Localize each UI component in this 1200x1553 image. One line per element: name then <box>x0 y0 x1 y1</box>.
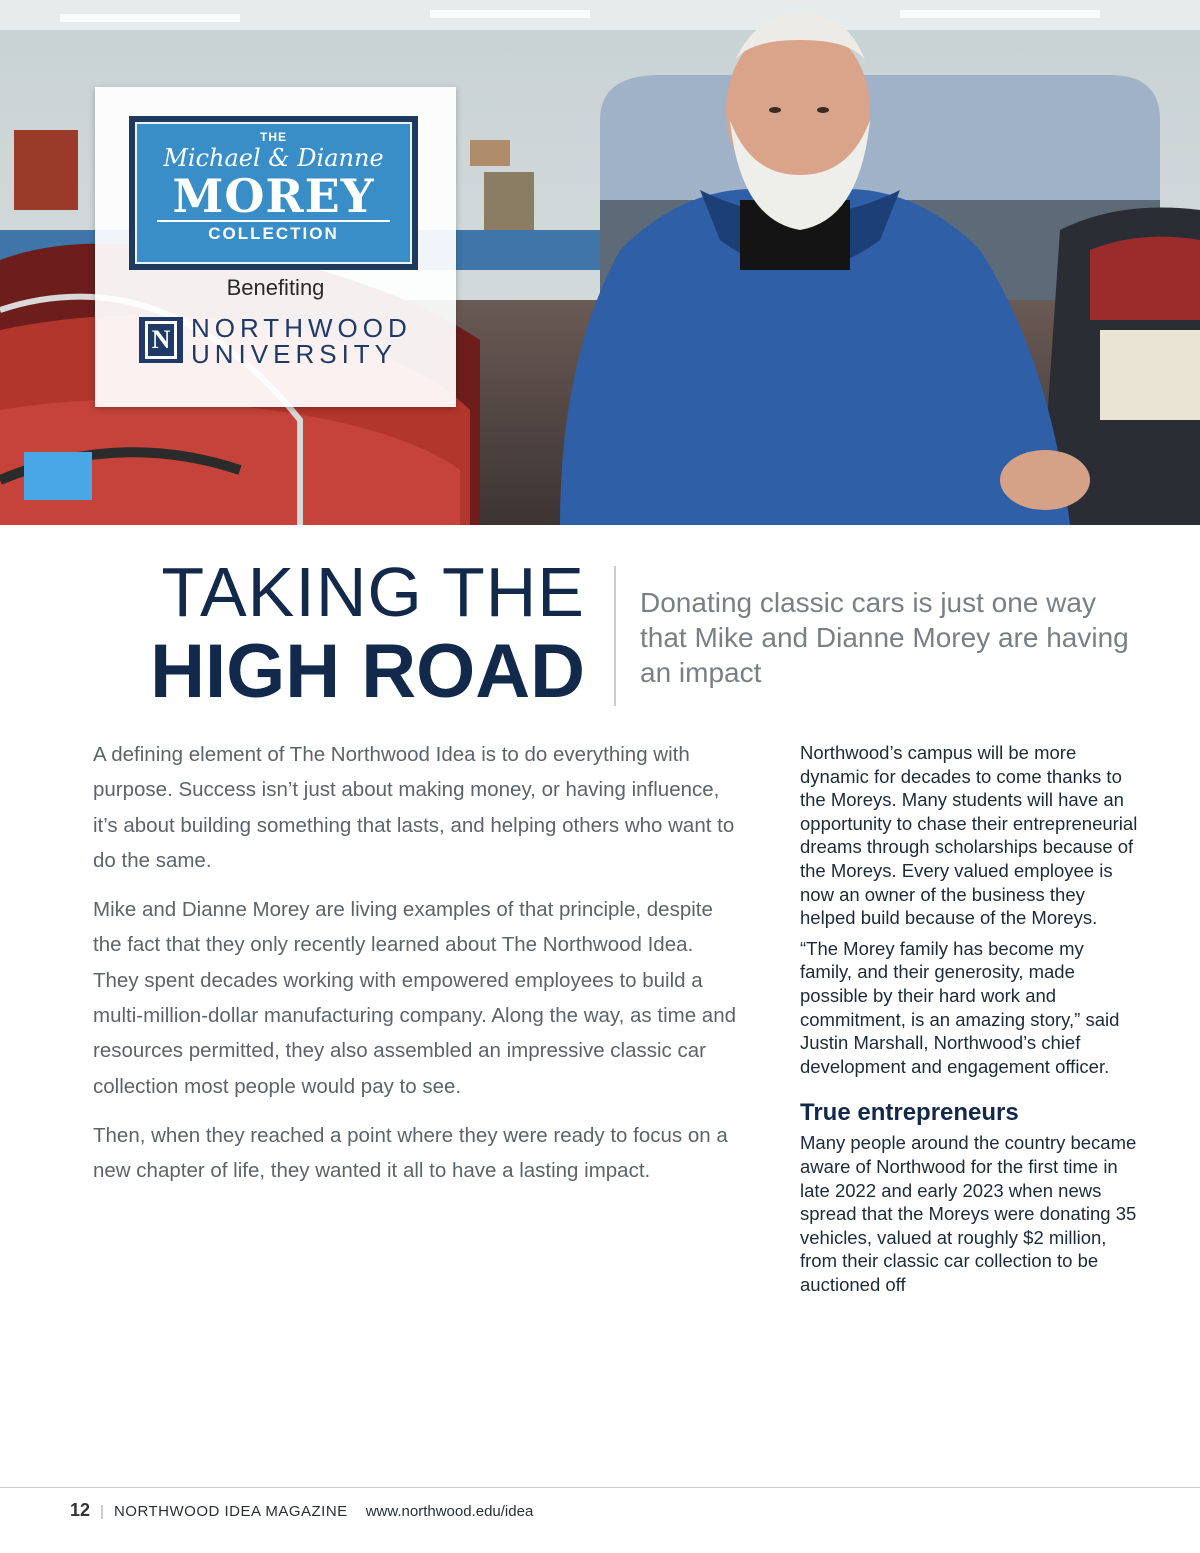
headline-line-1: TAKING THE <box>161 553 585 631</box>
body-paragraph: Many people around the country became aware of Northwood for the first time in late 2022 and early 2023 when news spread that the Moreys were donating 35 vehicles, valued at roughly $2 million, from their classic car collection to be auctioned off <box>800 1132 1137 1295</box>
page-number: 12 <box>70 1500 91 1520</box>
body-paragraph: Northwood’s campus will be more dynamic for decades to come thanks to the Moreys. Many students will have an opportunity to chase their entrepreneurial dreams through scholarships because of the Moreys. Every valued employee is now an owner of the business they helped build because of the Moreys. <box>800 742 1138 929</box>
wordmark-line-2: UNIVERSITY <box>191 339 398 369</box>
article-dek: Donating classic cars is just one way that Mike and Dianne Morey are having an impact <box>640 587 1129 688</box>
body-paragraph: Mike and Dianne Morey are living examples of that principle, despite the fact that they only recently learned about The Northwood Idea. They spent decades working with empowered employees to build a multi-million-dollar manufacturing company. Along the way, as time and resources permitted, they also assembled an impressive classic car collection most people would pay to see. <box>93 898 737 1098</box>
body-column-right <box>800 741 1140 1303</box>
morey-collection-logo-card <box>95 87 456 407</box>
logo-names: Michael & Dianne <box>163 144 384 172</box>
hero-photo <box>0 0 1200 525</box>
subhead: True entrepreneurs <box>800 1099 1019 1127</box>
logo-collection: COLLECTION <box>157 220 390 244</box>
magazine-name: NORTHWOOD IDEA MAGAZINE <box>113 1503 348 1520</box>
body-paragraph: A defining element of The Northwood Idea is to do everything with purpose. Success isn’t just about making money, or having influence, it’s about building something that lasts, and helping others who want to do the same. <box>93 743 735 872</box>
body-paragraph: Then, when they reached a point where they were ready to focus on a new chapter of life, they wanted it all to have a lasting impact. <box>93 1123 728 1183</box>
logo-the: THE <box>260 130 287 144</box>
morey-collection-logo <box>129 116 418 270</box>
benefiting-label: Benefiting <box>226 275 325 300</box>
northwood-university-wordmark <box>191 315 412 367</box>
wordmark-line-1: NORTHWOOD <box>191 313 412 343</box>
page-footer <box>70 1500 533 1521</box>
logo-morey: MOREY <box>172 169 375 223</box>
footer-separator: | <box>100 1503 104 1520</box>
body-column-left <box>93 737 743 1203</box>
title-divider <box>614 566 616 706</box>
headline-line-2: HIGH ROAD <box>150 629 585 714</box>
northwood-logo-icon: N <box>139 317 183 363</box>
magazine-url[interactable]: www.northwood.edu/idea <box>365 1503 534 1520</box>
footer-rule <box>0 1487 1200 1488</box>
body-paragraph: “The Morey family has become my family, and their generosity, made possible by their hard work and commitment, is an amazing story,” said Justin Marshall, Northwood’s chief development and engagement officer. <box>800 937 1120 1077</box>
